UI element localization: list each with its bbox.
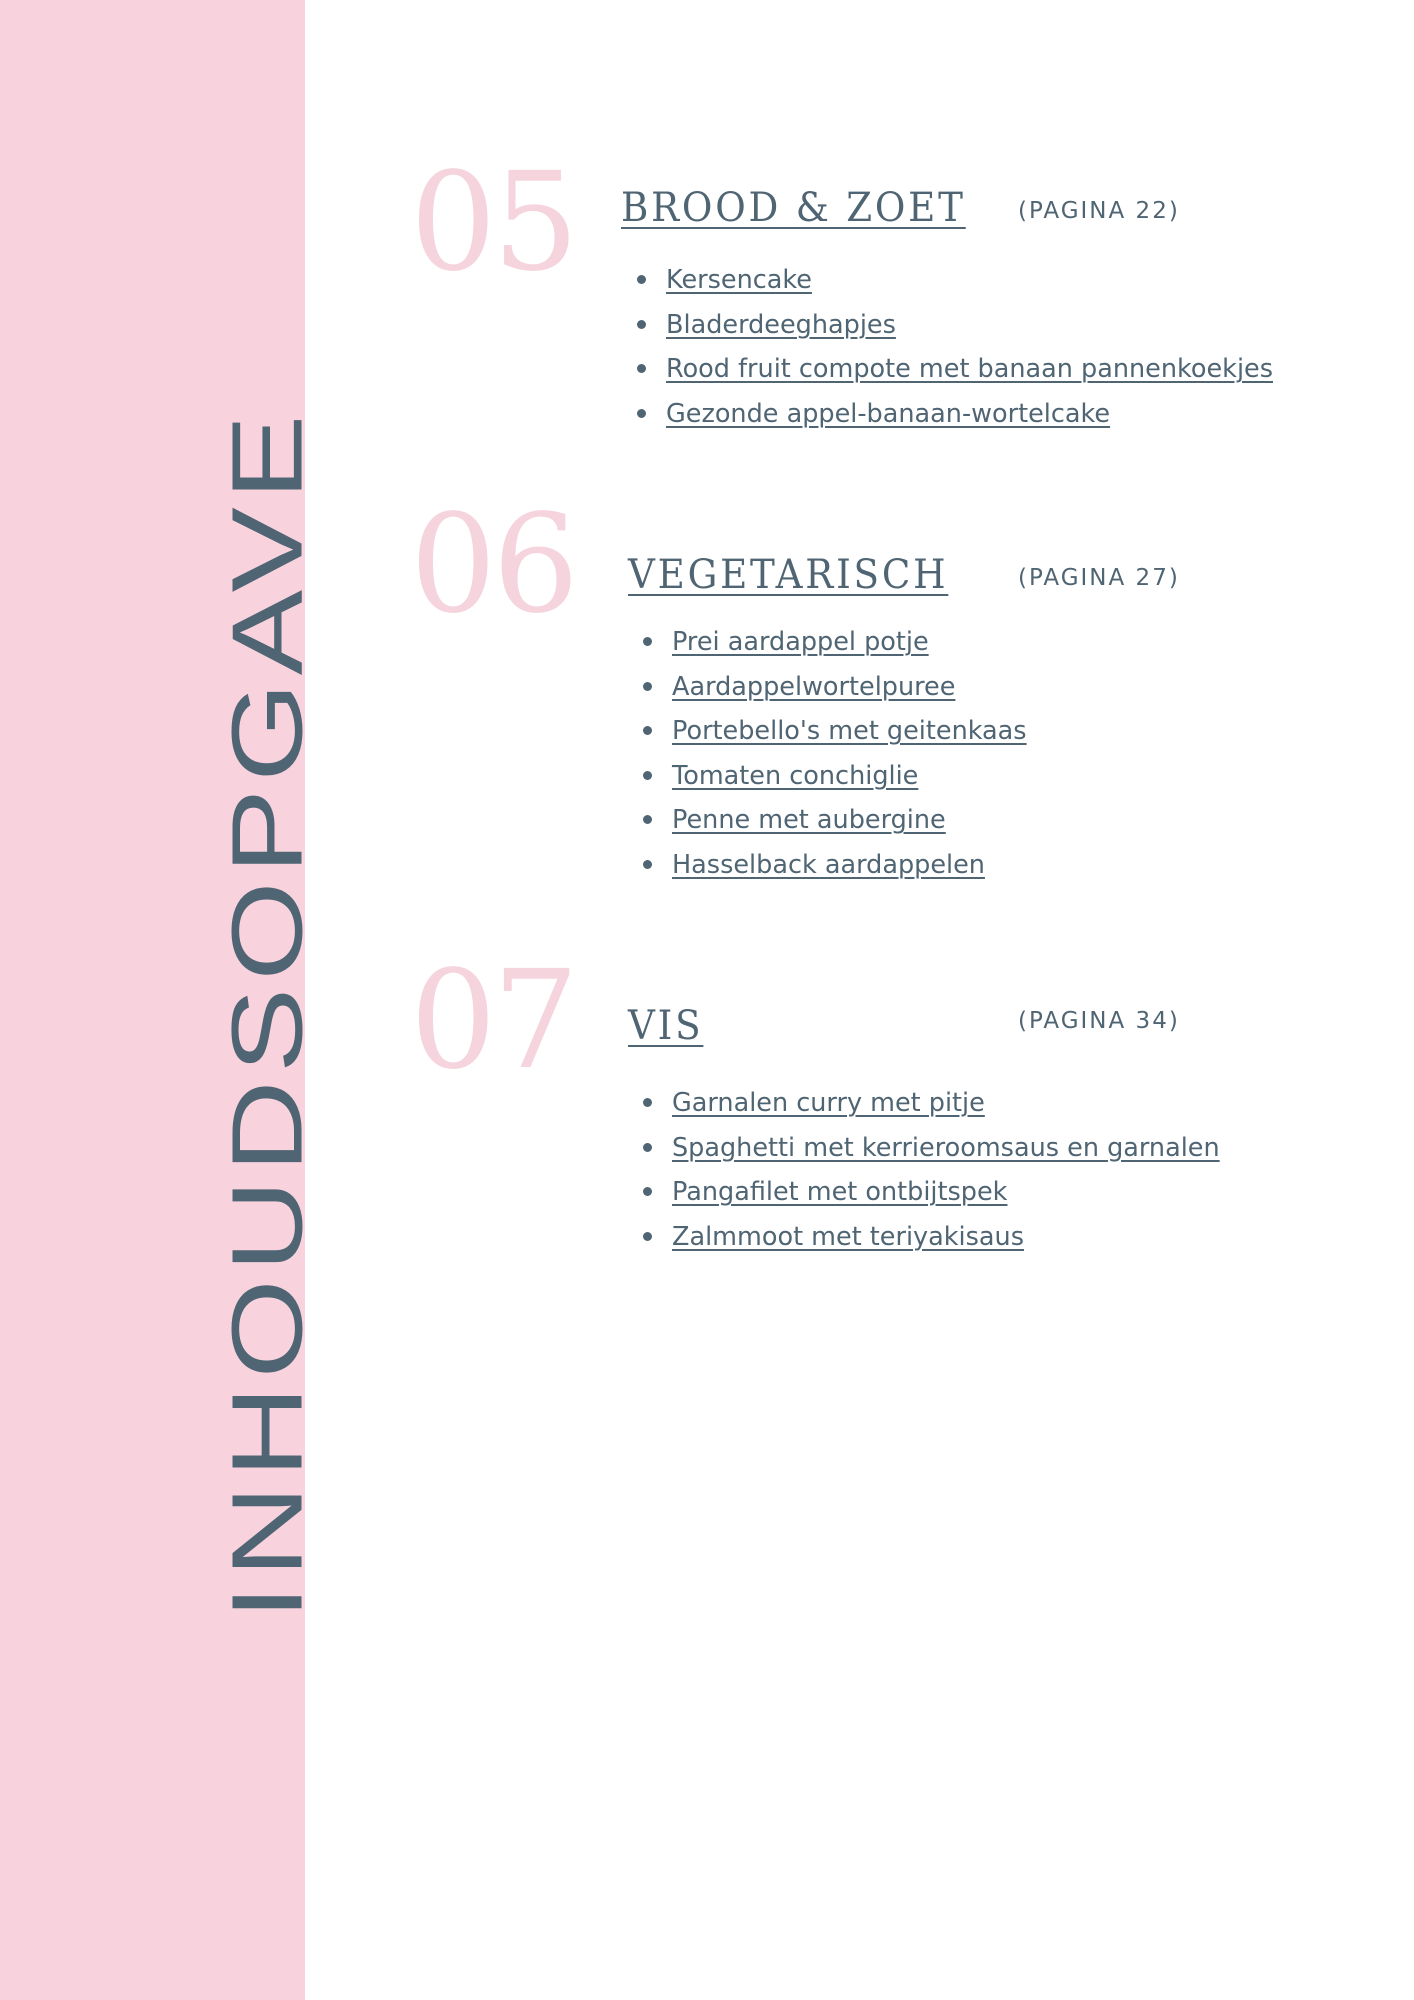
recipe-link[interactable]: Tomaten conchiglie — [672, 760, 919, 791]
recipe-link[interactable]: Kersencake — [666, 265, 812, 295]
list-item — [666, 265, 1273, 310]
list-item — [666, 399, 1273, 444]
recipe-link[interactable]: Pangafilet met ontbijtspek — [672, 1177, 1008, 1207]
recipe-link[interactable]: Penne met aubergine — [672, 805, 946, 835]
bullet-icon — [637, 275, 646, 284]
bullet-icon — [643, 1187, 652, 1196]
section-number: 05 — [410, 144, 576, 302]
bullet-icon — [643, 726, 652, 735]
recipe-link[interactable]: Garnalen curry met pitje — [672, 1088, 985, 1118]
section-title[interactable]: VIS — [628, 1003, 704, 1049]
recipe-link[interactable]: Zalmmoot met teriyakisaus — [672, 1221, 1024, 1252]
sidebar-panel — [0, 0, 324, 2000]
recipe-list — [672, 1088, 1220, 1266]
list-item — [672, 672, 1027, 717]
recipe-link[interactable]: Spaghetti met kerrieroomsaus en garnalen — [672, 1132, 1220, 1163]
list-item — [666, 310, 1273, 355]
bullet-icon — [637, 364, 646, 373]
list-item — [672, 850, 1027, 895]
recipe-list — [666, 265, 1273, 443]
recipe-link[interactable]: Gezonde appel-banaan-wortelcake — [666, 398, 1111, 429]
list-item — [672, 716, 1027, 761]
section-title[interactable]: VEGETARISCH — [628, 552, 949, 598]
recipe-link[interactable]: Rood fruit compote met banaan pannenkoekjes — [666, 354, 1274, 384]
recipe-list — [672, 627, 1027, 894]
recipe-link[interactable]: Prei aardappel potje — [672, 627, 929, 657]
bullet-icon — [643, 1232, 652, 1241]
section-number: 07 — [410, 942, 576, 1100]
list-item — [672, 1088, 1220, 1133]
section-page-reference: (PAGINA 22) — [1018, 198, 1180, 224]
list-item — [672, 627, 1027, 672]
list-item — [672, 1177, 1220, 1222]
list-item — [666, 354, 1273, 399]
bullet-icon — [643, 1098, 652, 1107]
list-item — [672, 805, 1027, 850]
section-number: 06 — [410, 486, 576, 644]
bullet-icon — [643, 682, 652, 691]
section-page-reference: (PAGINA 27) — [1018, 565, 1180, 591]
list-item — [672, 1222, 1220, 1267]
bullet-icon — [643, 637, 652, 646]
bullet-icon — [643, 815, 652, 824]
bullet-icon — [643, 860, 652, 869]
bullet-icon — [643, 1143, 652, 1152]
list-item — [672, 1133, 1220, 1178]
bullet-icon — [637, 320, 646, 329]
page-title — [190, 407, 324, 1620]
recipe-link[interactable]: Hasselback aardappelen — [672, 849, 985, 880]
bullet-icon — [643, 771, 652, 780]
recipe-link[interactable]: Aardappelwortelpuree — [672, 671, 956, 702]
section-page-reference: (PAGINA 34) — [1018, 1008, 1180, 1034]
list-item — [672, 761, 1027, 806]
bullet-icon — [637, 409, 646, 418]
page-title-text: INHOUDSOPGAVE — [211, 407, 324, 1620]
recipe-link[interactable]: Bladerdeeghapjes — [666, 309, 896, 340]
section-title[interactable]: BROOD & ZOET — [621, 185, 966, 231]
recipe-link[interactable]: Portebello's met geitenkaas — [672, 716, 1027, 746]
